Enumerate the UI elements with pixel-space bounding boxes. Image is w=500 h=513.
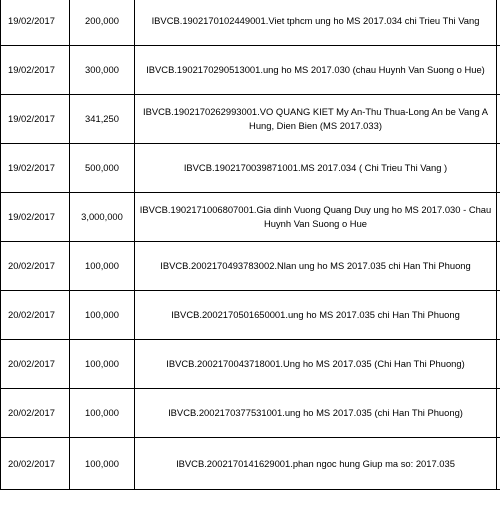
empty-cell: [497, 242, 500, 291]
table-row: [1, 291, 500, 340]
date-cell: 20/02/2017: [1, 291, 70, 340]
description-cell: IBVCB.1902170290513001.ung ho MS 2017.030 (chau Huynh Van Suong o Hue): [135, 46, 497, 95]
date-cell: 19/02/2017: [1, 0, 70, 46]
description-cell: IBVCB.1902171006807001.Gia dinh Vuong Quang Duy ung ho MS 2017.030 - Chau Huynh Van Suong o Hue: [135, 193, 497, 242]
description-cell: IBVCB.1902170039871001.MS 2017.034 ( Chi Trieu Thi Vang ): [135, 144, 497, 193]
empty-cell: [497, 46, 500, 95]
empty-cell: [497, 340, 500, 389]
empty-cell: [497, 438, 500, 490]
date-cell: 20/02/2017: [1, 340, 70, 389]
amount-cell: 200,000: [70, 0, 135, 46]
amount-cell: 100,000: [70, 389, 135, 438]
description-cell: IBVCB.2002170501650001.ung ho MS 2017.035 chi Han Thi Phuong: [135, 291, 497, 340]
description-cell: IBVCB.2002170493783002.Nlan ung ho MS 2017.035 chi Han Thi Phuong: [135, 242, 497, 291]
date-cell: 19/02/2017: [1, 193, 70, 242]
amount-cell: 300,000: [70, 46, 135, 95]
description-cell: IBVCB.1902170262993001.VO QUANG KIET My An-Thu Thua-Long An be Vang A Hung, Dien Bien (MS 2017.033): [135, 95, 497, 144]
amount-cell: 100,000: [70, 291, 135, 340]
empty-cell: [497, 389, 500, 438]
date-cell: 20/02/2017: [1, 389, 70, 438]
table-row: [1, 95, 500, 144]
amount-cell: 100,000: [70, 340, 135, 389]
table-row: [1, 340, 500, 389]
table-row: [1, 144, 500, 193]
empty-cell: [497, 0, 500, 46]
table-row: [1, 0, 500, 46]
table-row: [1, 438, 500, 490]
description-cell: IBVCB.2002170141629001.phan ngoc hung Giup ma so: 2017.035: [135, 438, 497, 490]
table-row: [1, 46, 500, 95]
table-row: [1, 193, 500, 242]
empty-cell: [497, 193, 500, 242]
description-cell: IBVCB.2002170043718001.Ung ho MS 2017.035 (Chi Han Thi Phuong): [135, 340, 497, 389]
table-row: [1, 389, 500, 438]
date-cell: 19/02/2017: [1, 46, 70, 95]
date-cell: 20/02/2017: [1, 242, 70, 291]
amount-cell: 100,000: [70, 242, 135, 291]
empty-cell: [497, 144, 500, 193]
amount-cell: 500,000: [70, 144, 135, 193]
date-cell: 19/02/2017: [1, 95, 70, 144]
date-cell: 20/02/2017: [1, 438, 70, 490]
empty-cell: [497, 291, 500, 340]
table-row: [1, 242, 500, 291]
amount-cell: 100,000: [70, 438, 135, 490]
description-cell: IBVCB.1902170102449001.Viet tphcm ung ho MS 2017.034 chi Trieu Thi Vang: [135, 0, 497, 46]
amount-cell: 341,250: [70, 95, 135, 144]
amount-cell: 3,000,000: [70, 193, 135, 242]
empty-cell: [497, 95, 500, 144]
date-cell: 19/02/2017: [1, 144, 70, 193]
description-cell: IBVCB.2002170377531001.ung ho MS 2017.035 (chi Han Thi Phuong): [135, 389, 497, 438]
